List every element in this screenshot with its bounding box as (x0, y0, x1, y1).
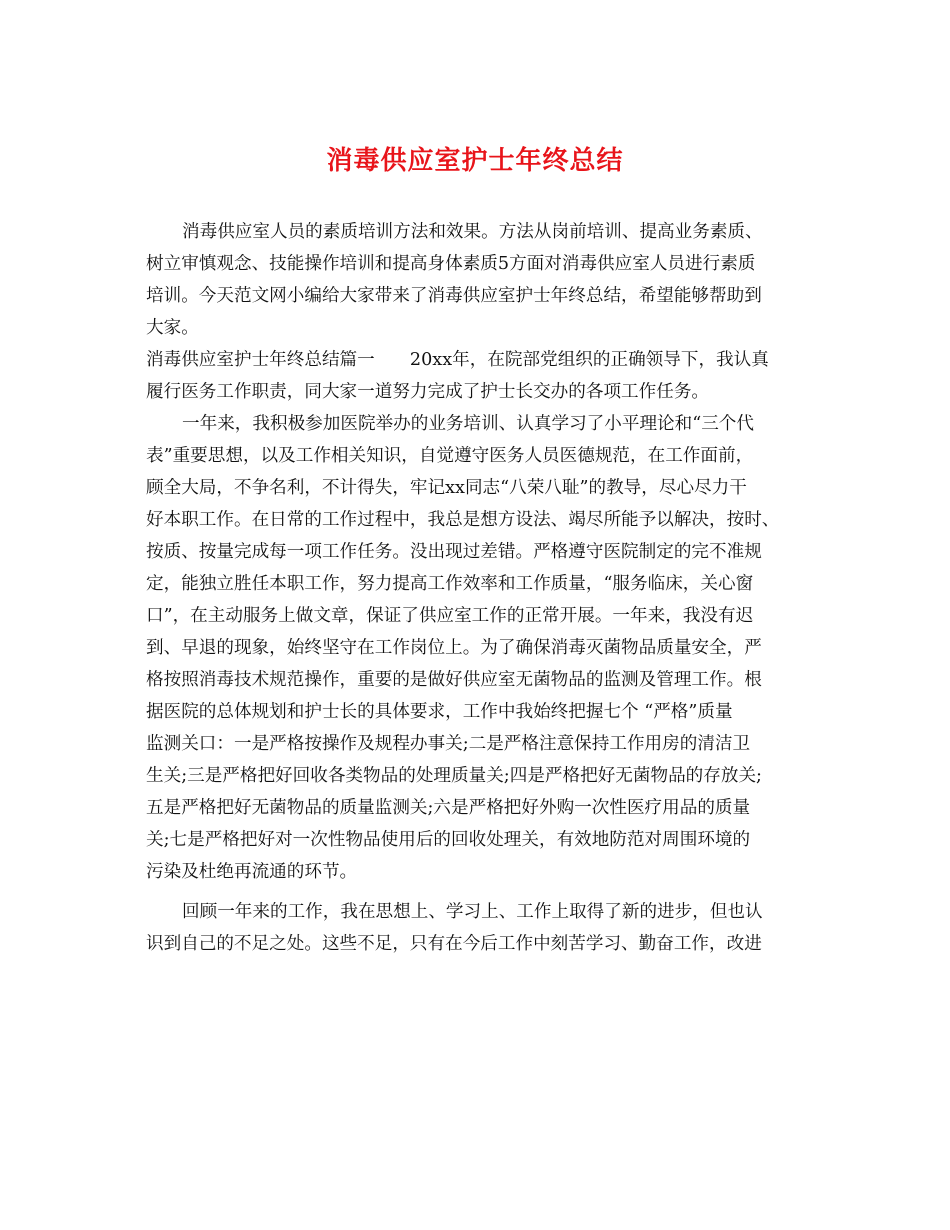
text-line: 识到自己的不足之处。这些不足，只有在今后工作中刻苦学习、勤奋工作，改进 (146, 934, 762, 954)
text-line: 好本职工作。在日常的工作过程中，我总是想方设法、竭尽所能予以解决，按时、 (146, 510, 780, 530)
text-line: 监测关口：一是严格按操作及规程办事关;二是严格注意保持工作用房的清洁卫 (146, 734, 751, 754)
text-line: 生关;三是严格把好回收各类物品的处理质量关;四是严格把好无菌物品的存放关; (146, 766, 762, 786)
text-line: 树立审慎观念、技能操作培训和提高身体素质5方面对消毒供应室人员进行素质 (146, 254, 756, 274)
document-body (146, 216, 806, 960)
text-line: 消毒供应室护士年终总结篇一 20xx年，在院部党组织的正确领导下，我认真 (146, 350, 769, 370)
main-paragraph (146, 408, 806, 888)
text-line: 关;七是严格把好对一次性物品使用后的回收处理关，有效地防范对周围环境的 (146, 830, 751, 850)
text-line: 顾全大局，不争名利，不计得失，牢记xx同志“八荣八耻”的教导，尽心尽力干 (146, 478, 747, 498)
text-line: 表”重要思想，以及工作相关知识，自觉遵守医务人员医德规范，在工作面前， (146, 446, 754, 466)
text-line: 大家。 (146, 318, 199, 338)
text-line: 回顾一年来的工作，我在思想上、学习上、工作上取得了新的进步，但也认 (182, 902, 763, 922)
text-line: 格按照消毒技术规范操作，重要的是做好供应室无菌物品的监测及管理工作。根 (146, 670, 762, 690)
text-line: 定，能独立胜任本职工作，努力提高工作效率和工作质量，“服务临床，关心窗 (146, 574, 754, 594)
intro-paragraph (146, 216, 806, 344)
text-line: 污染及杜绝再流通的环节。 (146, 862, 358, 882)
review-paragraph (146, 896, 806, 960)
text-line: 培训。今天范文网小编给大家带来了消毒供应室护士年终总结，希望能够帮助到 (146, 286, 762, 306)
document-title: 消毒供应室护士年终总结 (326, 146, 624, 176)
text-line: 按质、按量完成每一项工作任务。没出现过差错。严格遵守医院制定的完不准规 (146, 542, 762, 562)
text-line: 消毒供应室人员的素质培训方法和效果。方法从岗前培训、提高业务素质、 (182, 222, 763, 242)
text-line: 口”，在主动服务上做文章，保证了供应室工作的正常开展。一年来，我没有迟 (146, 606, 754, 626)
text-line: 履行医务工作职责，同大家一道努力完成了护士长交办的各项工作任务。 (146, 382, 710, 402)
text-line: 据医院的总体规划和护士长的具体要求，工作中我始终把握七个 “严格”质量 (146, 702, 733, 722)
text-line: 到、早退的现象，始终坚守在工作岗位上。为了确保消毒灭菌物品质量安全，严 (146, 638, 762, 658)
section-heading-paragraph (146, 344, 806, 408)
text-line: 五是严格把好无菌物品的质量监测关;六是严格把好外购一次性医疗用品的质量 (146, 798, 751, 818)
text-line: 一年来，我积极参加医院举办的业务培训、认真学习了小平理论和“三个代 (182, 414, 754, 434)
